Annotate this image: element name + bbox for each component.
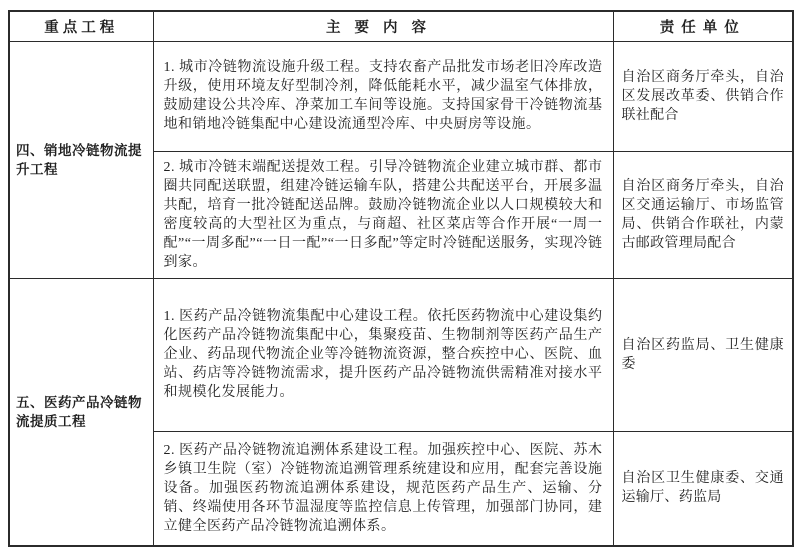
unit-cell: 自治区药监局、卫生健康委 [613,278,793,431]
project-cell-section5: 五、医药产品冷链物流提质工程 [9,278,153,546]
content-cell: 1. 城市冷链物流设施升级工程。支持农畜产品批发市场老旧冷库改造升级，使用环境友好型制冷剂，降低能耗水平，减少温室气体排放，鼓励建设公共冷库、净菜加工车间等设施。支持国家骨干冷链物流基地和销地冷链集配中心建设流通型冷库、中央厨房等设施。 [153,41,613,151]
content-cell: 1. 医药产品冷链物流集配中心建设工程。依托医药物流中心建设集约化医药产品冷链物流集配中心，集聚疫苗、生物制剂等医药产品生产企业、药品现代物流企业等冷链物流资源，整合疾控中心、医院、血站、药店等冷链物流需求，提升医药产品冷链物流供需精准对接水平和规模化发展能力。 [153,278,613,431]
table-row-section4-1 [9,41,793,151]
column-header-project: 重点工程 [9,11,153,41]
content-cell: 2. 城市冷链末端配送提效工程。引导冷链物流企业建立城市群、都市圈共同配送联盟，组建冷链运输车队，搭建公共配送平台，开展多温共配，培育一批冷链配送品牌。鼓励冷链物流企业以人口规模较大和密度较高的大型社区为重点，与商超、社区菜店等合作开展“一周一配”“一周多配”“一日一配”“一日多配”等定时冷链配送服务，实现冷链到家。 [153,151,613,278]
key-projects-table [8,10,794,547]
unit-cell: 自治区商务厅牵头，自治区发展改革委、供销合作联社配合 [613,41,793,151]
project-cell-section4: 四、销地冷链物流提升工程 [9,41,153,278]
header-row [9,11,793,41]
table-row-section5-1 [9,278,793,431]
content-cell: 2. 医药产品冷链物流追溯体系建设工程。加强疾控中心、医院、苏木乡镇卫生院（室）冷链物流追溯管理系统建设和应用，配套完善设施设备。加强医药物流追溯体系建设，规范医药产品生产、运输、分销、终端使用各环节温湿度等监控信息上传管理，加强部门协同，建立健全医药产品冷链物流追溯体系。 [153,431,613,546]
unit-cell: 自治区商务厅牵头，自治区交通运输厅、市场监管局、供销合作联社，内蒙古邮政管理局配合 [613,151,793,278]
column-header-content: 主要内容 [153,11,613,41]
unit-cell: 自治区卫生健康委、交通运输厅、药监局 [613,431,793,546]
column-header-unit: 责任单位 [613,11,793,41]
